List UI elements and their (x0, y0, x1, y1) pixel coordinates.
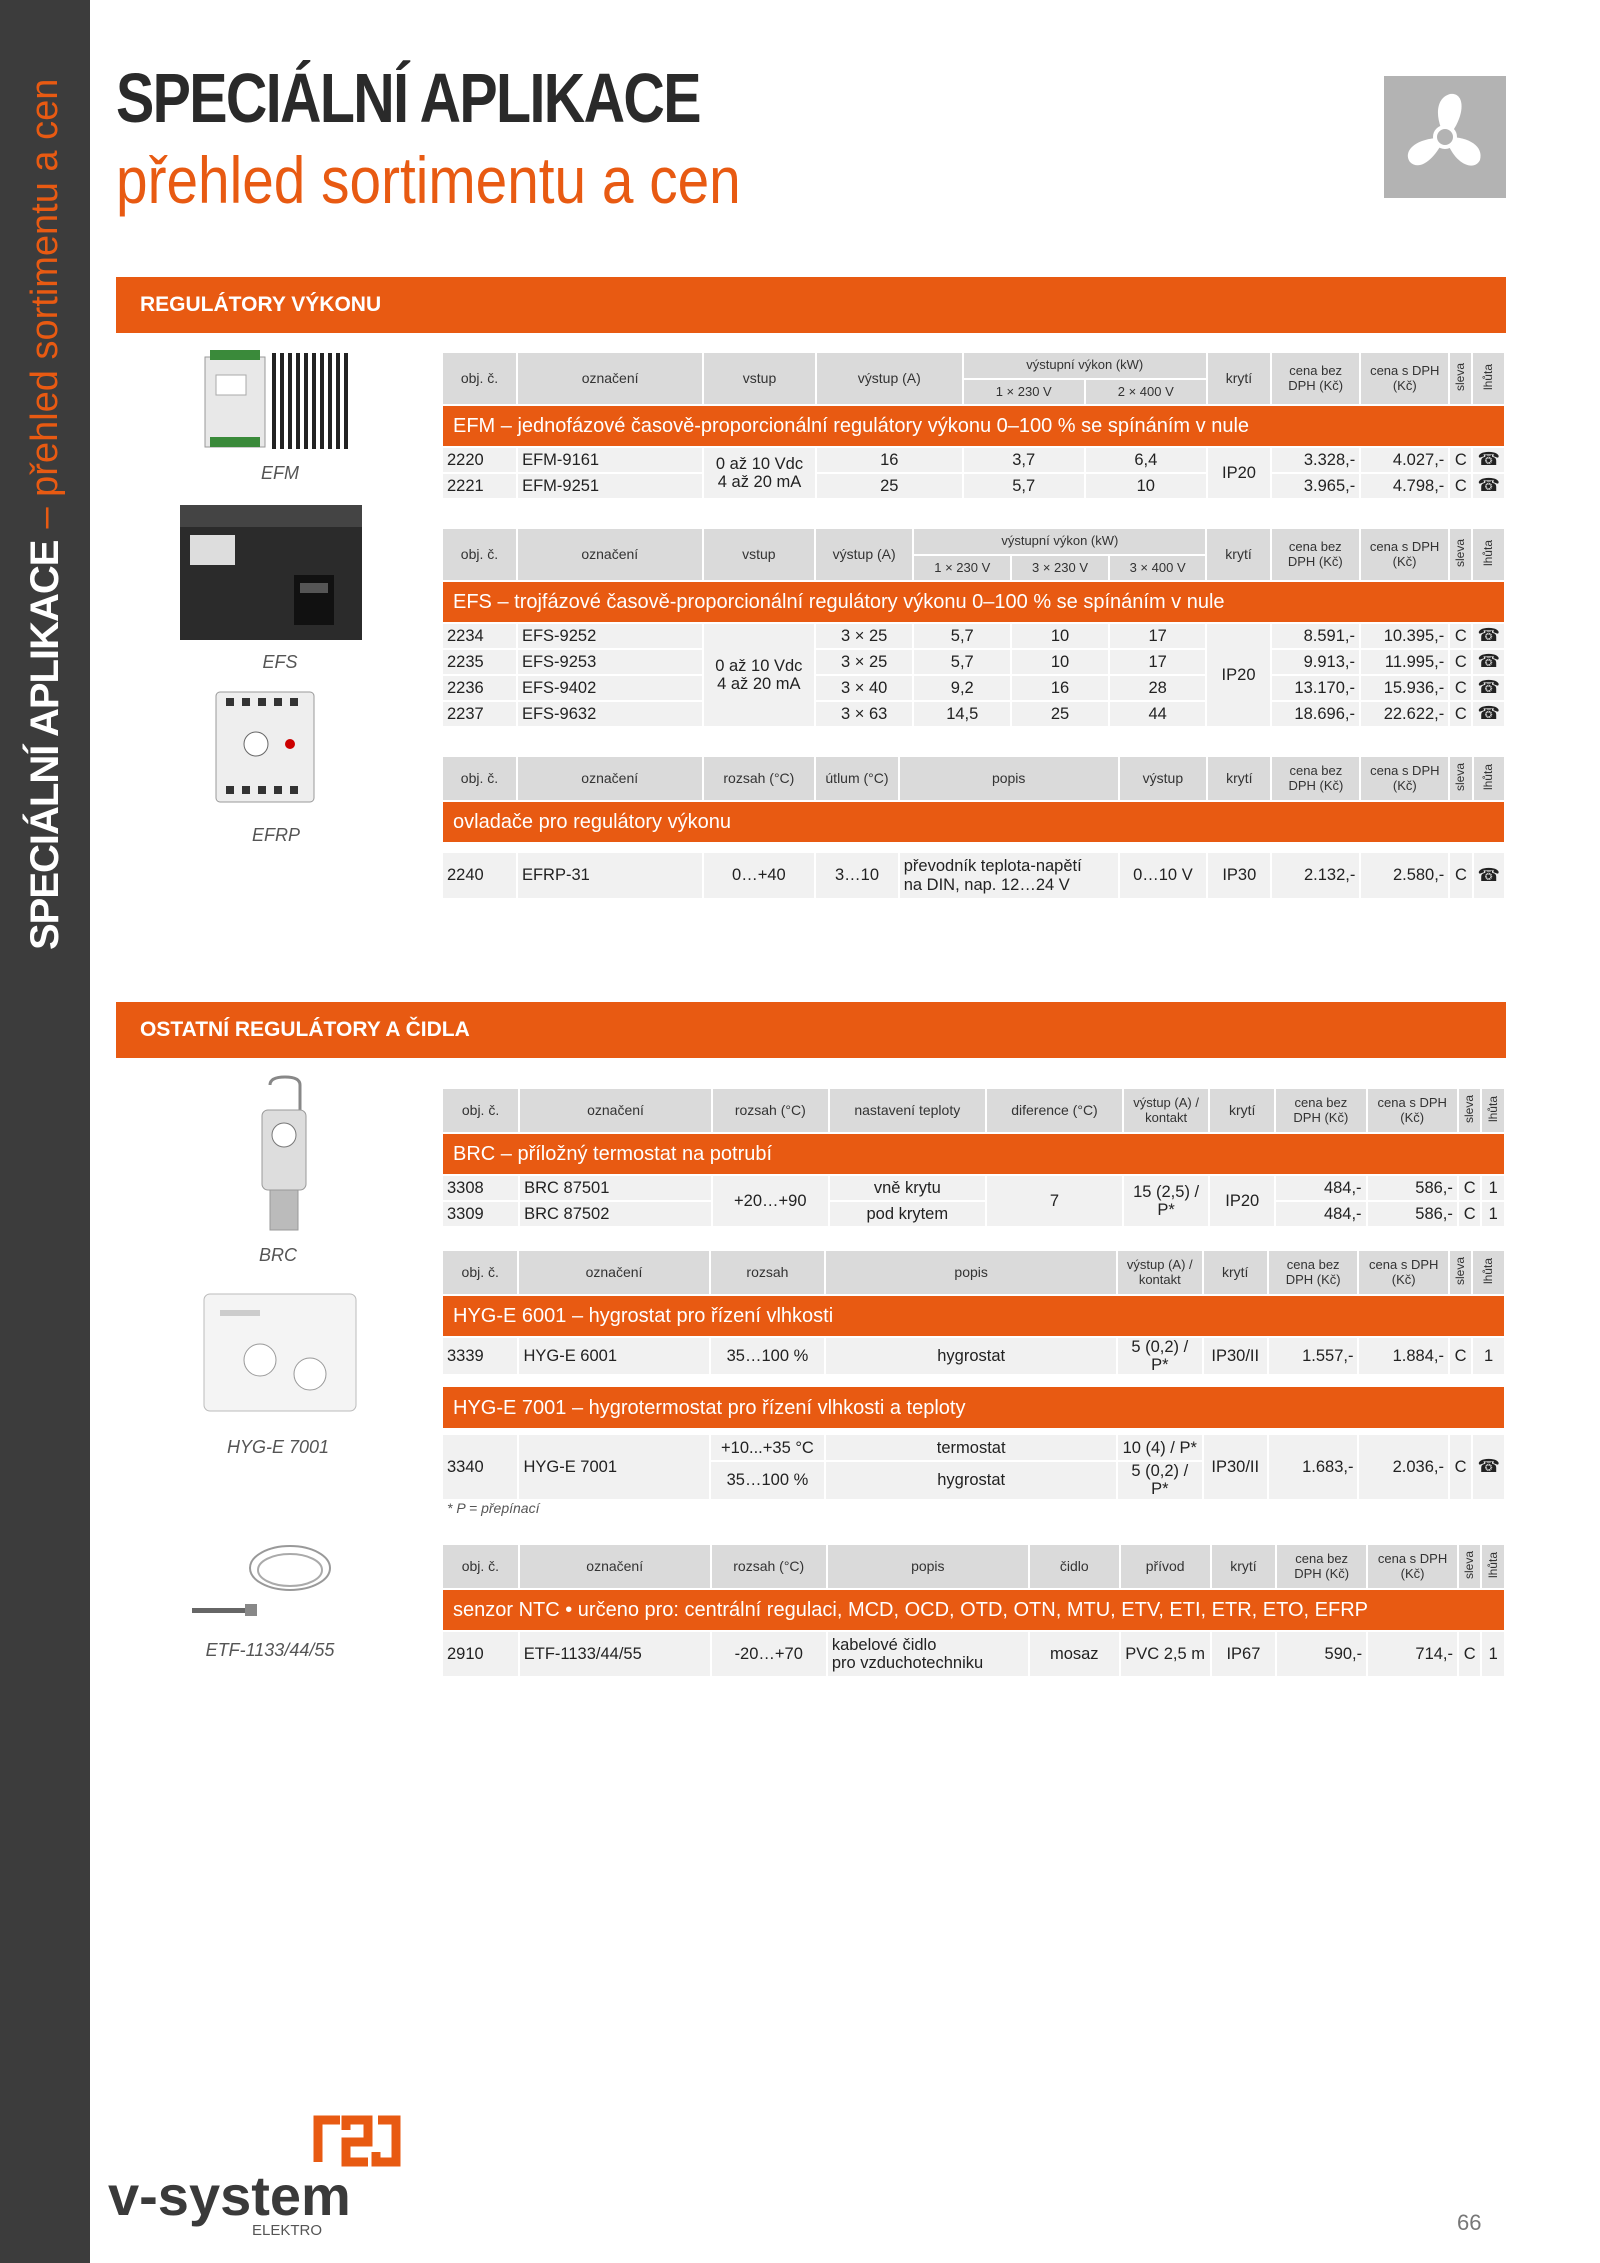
logo-sub: ELEKTRO (252, 2222, 323, 2239)
popis-line1: převodník teplota-napětí (903, 857, 1082, 876)
cell-p1: 5,7 (913, 649, 1011, 675)
cell-p1: 5,7 (963, 473, 1085, 499)
cell-sleva: C (1449, 1337, 1472, 1375)
cell-price-bez: 13.170,- (1271, 675, 1360, 701)
cell-out: 3 × 25 (815, 623, 913, 649)
efs-product-image (174, 495, 368, 650)
cell-p1: 14,5 (913, 701, 1011, 727)
col-nastaveni: nastavení teploty (829, 1089, 986, 1133)
cell-sleva: C (1449, 675, 1472, 701)
brc-table (443, 1089, 1506, 1228)
phone-icon: ☎ (1473, 853, 1506, 899)
col-lhuta: lhůta (1481, 363, 1496, 390)
vstup-line1: 0 až 10 Vdc (715, 656, 803, 675)
col-lhuta: lhůta (1485, 1095, 1500, 1122)
phone-icon: ☎ (1472, 649, 1505, 675)
col-sleva: sleva (1453, 362, 1468, 391)
col-cenabez: cena bez DPH (Kč) (1268, 1251, 1359, 1295)
col-popis: popis (827, 1545, 1029, 1589)
col-utlum: útlum (°C) (815, 757, 899, 801)
cell-price-s: 15.936,- (1360, 675, 1449, 701)
efrp-band: ovladače pro regulátory výkonu (443, 801, 1505, 843)
vstup-line2: 4 až 20 mA (717, 473, 802, 491)
vsystem-logo (108, 2110, 408, 2240)
phone-icon: ☎ (1472, 701, 1505, 727)
col-sleva: sleva (1462, 1094, 1477, 1123)
col-vystup-kontakt: výstup (A) / kontakt (1123, 1089, 1209, 1133)
col-diference: diference (°C) (986, 1089, 1123, 1133)
cell-out: 0…10 V (1119, 853, 1208, 899)
cell-id: 2240 (443, 853, 517, 899)
hyg-table (443, 1251, 1506, 1501)
cell-sleva: C (1449, 623, 1472, 649)
cell-sleva: C (1449, 853, 1472, 899)
cell-id: 2237 (443, 701, 517, 727)
sidebar-title-bold: SPECIÁLNÍ APLIKACE (22, 540, 67, 950)
cell-out: 16 (816, 447, 963, 473)
cell-p2: 16 (1011, 675, 1109, 701)
col-popis: popis (899, 757, 1119, 801)
phone-icon: ☎ (1472, 447, 1505, 473)
cell-sleva: C (1449, 473, 1472, 499)
col-rozsah: rozsah (°C) (711, 1545, 827, 1589)
col-vykon: výstupní výkon (kW) (963, 353, 1207, 379)
cell-nastaveni: vně krytu (829, 1175, 986, 1201)
cell-name: HYG-E 7001 (518, 1435, 709, 1499)
cell-price-s: 4.798,- (1360, 473, 1449, 499)
table-row (443, 1201, 1505, 1227)
efrp-product-image (212, 688, 318, 811)
page-number: 66 (1457, 2210, 1482, 2235)
table-row (443, 675, 1505, 701)
col-kryti: krytí (1211, 1545, 1277, 1589)
cell-price-bez: 1.557,- (1268, 1337, 1359, 1375)
col-objc: obj. č. (443, 353, 517, 405)
cell-kryti: IP20 (1206, 623, 1270, 727)
table-row (443, 1175, 1505, 1201)
cell-vstup (703, 623, 815, 727)
col-v4: 3 × 400 V (1109, 555, 1207, 581)
section-ostatni-regulatory: OSTATNÍ REGULÁTORY A ČIDLA (116, 1002, 1506, 1058)
sidebar-title-light: – přehled sortimentu a cen (23, 78, 66, 529)
brc-band: BRC – příložný termostat na potrubí (443, 1133, 1505, 1175)
cell-privod: PVC 2,5 m (1120, 1631, 1211, 1677)
cell-p3: 44 (1109, 701, 1207, 727)
cell-price-s: 10.395,- (1360, 623, 1449, 649)
brc-product-image (240, 1075, 330, 1250)
cell-name: EFS-9253 (517, 649, 703, 675)
cell-price-bez: 484,- (1275, 1201, 1366, 1227)
vstup-line1: 0 až 10 Vdc (715, 454, 804, 473)
col-oznaceni: označení (517, 529, 703, 581)
cell-sleva: C (1449, 649, 1472, 675)
sidebar (0, 0, 90, 2263)
vstup-line2: 4 až 20 mA (717, 675, 801, 693)
caption-etf: ETF-1133/44/55 (205, 1640, 335, 1660)
cell-id: 2236 (443, 675, 517, 701)
cell-p3: 17 (1109, 623, 1207, 649)
col-lhuta: lhůta (1481, 1257, 1496, 1284)
cell-name: EFS-9632 (517, 701, 703, 727)
col-privod: přívod (1120, 1545, 1211, 1589)
col-vystup: výstup (1119, 757, 1208, 801)
table-row (443, 701, 1505, 727)
cell-sleva: C (1449, 1435, 1472, 1499)
cell-price-bez: 18.696,- (1271, 701, 1360, 727)
cell-price-s: 586,- (1367, 1175, 1458, 1201)
popis-line1: kabelové čidlo (831, 1635, 937, 1654)
cell-id: 2221 (443, 473, 517, 499)
col-sleva: sleva (1453, 1256, 1468, 1285)
cell-rozsah: 0…+40 (703, 853, 816, 899)
col-cenabez: cena bez DPH (Kč) (1276, 1545, 1367, 1589)
cell-rozsah: 35…100 % (710, 1461, 826, 1499)
cell-price-s: 586,- (1367, 1201, 1458, 1227)
cell-p1: 5,7 (913, 623, 1011, 649)
cell-p2: 10 (1085, 473, 1207, 499)
cell-popis (827, 1631, 1029, 1677)
cell-price-bez: 3.328,- (1271, 447, 1360, 473)
cell-p2: 10 (1011, 623, 1109, 649)
col-vystup: výstup (A) (815, 529, 913, 581)
cell-price-bez: 3.965,- (1271, 473, 1360, 499)
table-row (443, 623, 1505, 649)
cell-lhuta: 1 (1481, 1201, 1505, 1227)
col-objc: obj. č. (443, 1089, 519, 1133)
col-rozsah: rozsah (710, 1251, 826, 1295)
col-kryti: krytí (1207, 353, 1271, 405)
cell-out: 15 (2,5) / P* (1123, 1175, 1209, 1227)
table-row (443, 649, 1505, 675)
cell-price-s: 4.027,- (1360, 447, 1449, 473)
fan-icon (1384, 76, 1506, 198)
etf-table (443, 1545, 1506, 1678)
col-oznaceni: označení (517, 757, 703, 801)
cell-sleva: C (1458, 1201, 1482, 1227)
col-objc: obj. č. (443, 529, 517, 581)
cell-kryti: IP20 (1209, 1175, 1275, 1227)
cell-popis: termostat (825, 1435, 1117, 1461)
cell-name: ETF-1133/44/55 (519, 1631, 711, 1677)
cell-out: 5 (0,2) / P* (1117, 1461, 1203, 1499)
cell-lhuta: 1 (1472, 1337, 1505, 1375)
cell-popis: hygrostat (825, 1461, 1117, 1499)
cell-kryti: IP30/II (1203, 1337, 1268, 1375)
col-cenabez: cena bez DPH (Kč) (1271, 353, 1360, 405)
col-cenabez: cena bez DPH (Kč) (1271, 757, 1360, 801)
col-objc: obj. č. (443, 1545, 519, 1589)
col-oznaceni: označení (519, 1545, 711, 1589)
col-lhuta: lhůta (1485, 1551, 1500, 1578)
table-row (443, 473, 1505, 499)
col-kryti: krytí (1203, 1251, 1268, 1295)
cell-p2: 10 (1011, 649, 1109, 675)
cell-out: 3 × 63 (815, 701, 913, 727)
cell-lhuta: 1 (1481, 1175, 1505, 1201)
cell-id: 2910 (443, 1631, 519, 1677)
cell-rozsah: -20…+70 (711, 1631, 827, 1677)
phone-icon: ☎ (1472, 623, 1505, 649)
cell-p2: 25 (1011, 701, 1109, 727)
efm-band: EFM – jednofázové časově-proporcionální regulátory výkonu 0–100 % se spínáním v nule (443, 405, 1505, 447)
col-cenas: cena s DPH (Kč) (1367, 1545, 1458, 1589)
hyg6-band: HYG-E 6001 – hygrostat pro řízení vlhkosti (443, 1295, 1505, 1337)
logo-brand: v-system (108, 2164, 351, 2227)
cell-kryti: IP30 (1207, 853, 1271, 899)
cell-name: HYG-E 6001 (518, 1337, 709, 1375)
cell-name: EFM-9251 (517, 473, 703, 499)
table-row (443, 447, 1505, 473)
cell-utlum: 3…10 (815, 853, 899, 899)
efm-table (443, 353, 1506, 500)
col-cenas: cena s DPH (Kč) (1360, 757, 1449, 801)
page-title: SPECIÁLNÍ APLIKACE (116, 59, 700, 137)
caption-hyg: HYG-E 7001 (226, 1437, 330, 1457)
caption-efm: EFM (261, 463, 299, 483)
col-v2: 2 × 400 V (1085, 379, 1207, 405)
cell-name: EFRP-31 (517, 853, 703, 899)
col-rozsah: rozsah (°C) (712, 1089, 829, 1133)
col-vstup: vstup (703, 529, 815, 581)
phone-icon: ☎ (1472, 473, 1505, 499)
col-v3: 3 × 230 V (1011, 555, 1109, 581)
cell-id: 2234 (443, 623, 517, 649)
col-v1: 1 × 230 V (913, 555, 1011, 581)
col-cenas: cena s DPH (Kč) (1360, 529, 1449, 581)
hyg-product-image (200, 1290, 360, 1420)
cell-rozsah: +20…+90 (712, 1175, 829, 1227)
col-oznaceni: označení (518, 1251, 709, 1295)
efrp-table (443, 757, 1506, 900)
col-sleva: sleva (1453, 538, 1468, 567)
col-vystup-kontakt: výstup (A) / kontakt (1117, 1251, 1203, 1295)
cell-id: 2235 (443, 649, 517, 675)
col-sleva: sleva (1453, 762, 1468, 791)
hyg7-band: HYG-E 7001 – hygrotermostat pro řízení vlhkosti a teploty (443, 1387, 1505, 1429)
col-oznaceni: označení (519, 1089, 712, 1133)
cell-nastaveni: pod krytem (829, 1201, 986, 1227)
cell-p3: 17 (1109, 649, 1207, 675)
phone-icon: ☎ (1472, 1435, 1505, 1499)
cell-vstup (703, 447, 816, 499)
col-cenas: cena s DPH (Kč) (1367, 1089, 1458, 1133)
cell-price-bez: 590,- (1276, 1631, 1367, 1677)
cell-price-bez: 9.913,- (1271, 649, 1360, 675)
col-cidlo: čidlo (1029, 1545, 1120, 1589)
caption-efrp: EFRP (251, 825, 300, 845)
cell-out: 3 × 40 (815, 675, 913, 701)
table-row (443, 1337, 1505, 1375)
popis-line2: na DIN, nap. 12…24 V (903, 875, 1070, 894)
col-oznaceni: označení (517, 353, 703, 405)
cell-price-s: 22.622,- (1360, 701, 1449, 727)
cell-name: BRC 87502 (519, 1201, 712, 1227)
col-cenas: cena s DPH (Kč) (1358, 1251, 1449, 1295)
caption-brc: BRC (258, 1245, 297, 1265)
cell-price-s: 2.580,- (1360, 853, 1449, 899)
col-cenabez: cena bez DPH (Kč) (1275, 1089, 1366, 1133)
table-row (443, 853, 1505, 899)
col-objc: obj. č. (443, 1251, 518, 1295)
col-objc: obj. č. (443, 757, 517, 801)
cell-price-bez: 2.132,- (1271, 853, 1360, 899)
cell-popis: hygrostat (825, 1337, 1117, 1375)
cell-rozsah: +10...+35 °C (710, 1435, 826, 1461)
cell-price-bez: 1.683,- (1268, 1435, 1359, 1499)
col-cenabez: cena bez DPH (Kč) (1271, 529, 1360, 581)
cell-diference: 7 (986, 1175, 1123, 1227)
cell-price-bez: 8.591,- (1271, 623, 1360, 649)
section-regulatory-vykonu: REGULÁTORY VÝKONU (116, 277, 1506, 333)
col-vykon: výstupní výkon (kW) (913, 529, 1206, 555)
col-lhuta: lhůta (1481, 539, 1496, 566)
cell-p3: 28 (1109, 675, 1207, 701)
cell-price-s: 2.036,- (1358, 1435, 1449, 1499)
col-popis: popis (825, 1251, 1117, 1295)
cell-lhuta: 1 (1481, 1631, 1505, 1677)
caption-efs: EFS (262, 652, 298, 672)
footnote: * P = přepínací (447, 1500, 540, 1516)
cell-cidlo: mosaz (1029, 1631, 1120, 1677)
cell-kryti: IP67 (1211, 1631, 1277, 1677)
cell-kryti: IP20 (1207, 447, 1271, 499)
efs-table (443, 529, 1506, 728)
cell-id: 3309 (443, 1201, 519, 1227)
cell-id: 3308 (443, 1175, 519, 1201)
phone-icon: ☎ (1472, 675, 1505, 701)
table-row (443, 1435, 1505, 1461)
cell-sleva: C (1449, 701, 1472, 727)
col-vystup: výstup (A) (816, 353, 963, 405)
cell-p1: 3,7 (963, 447, 1085, 473)
efs-band: EFS – trojfázové časově-proporcionální regulátory výkonu 0–100 % se spínáním v nule (443, 581, 1505, 623)
efm-product-image (200, 345, 360, 462)
cell-name: EFM-9161 (517, 447, 703, 473)
cell-kryti: IP30/II (1203, 1435, 1268, 1499)
page-subtitle: přehled sortimentu a cen (116, 143, 741, 217)
etf-product-image (190, 1538, 350, 1633)
cell-id: 3340 (443, 1435, 518, 1499)
cell-sleva: C (1458, 1631, 1481, 1677)
cell-price-s: 714,- (1367, 1631, 1458, 1677)
col-kryti: krytí (1207, 757, 1271, 801)
cell-out: 3 × 25 (815, 649, 913, 675)
cell-name: BRC 87501 (519, 1175, 712, 1201)
cell-out: 5 (0,2) / P* (1117, 1337, 1203, 1375)
cell-price-s: 1.884,- (1358, 1337, 1449, 1375)
cell-name: EFS-9402 (517, 675, 703, 701)
col-sleva: sleva (1462, 1550, 1477, 1579)
col-vstup: vstup (703, 353, 816, 405)
col-cenas: cena s DPH (Kč) (1360, 353, 1449, 405)
col-kryti: krytí (1206, 529, 1270, 581)
cell-p1: 9,2 (913, 675, 1011, 701)
cell-name: EFS-9252 (517, 623, 703, 649)
table-row (443, 1631, 1505, 1677)
cell-price-bez: 484,- (1275, 1175, 1366, 1201)
cell-sleva: C (1458, 1175, 1482, 1201)
cell-out: 25 (816, 473, 963, 499)
popis-line2: pro vzduchotechniku (831, 1654, 984, 1672)
cell-rozsah: 35…100 % (710, 1337, 826, 1375)
col-kryti: krytí (1209, 1089, 1275, 1133)
cell-price-s: 11.995,- (1360, 649, 1449, 675)
sidebar-title (0, 60, 90, 960)
cell-out: 10 (4) / P* (1117, 1435, 1203, 1461)
col-v1: 1 × 230 V (963, 379, 1085, 405)
col-lhuta: lhůta (1481, 763, 1496, 790)
cell-popis (899, 853, 1119, 899)
cell-sleva: C (1449, 447, 1472, 473)
cell-p2: 6,4 (1085, 447, 1207, 473)
cell-id: 2220 (443, 447, 517, 473)
col-rozsah: rozsah (°C) (703, 757, 816, 801)
cell-id: 3339 (443, 1337, 518, 1375)
etf-band: senzor NTC • určeno pro: centrální regulaci, MCD, OCD, OTD, OTN, MTU, ETV, ETI, ETR, ETO, EFRP (443, 1589, 1505, 1631)
